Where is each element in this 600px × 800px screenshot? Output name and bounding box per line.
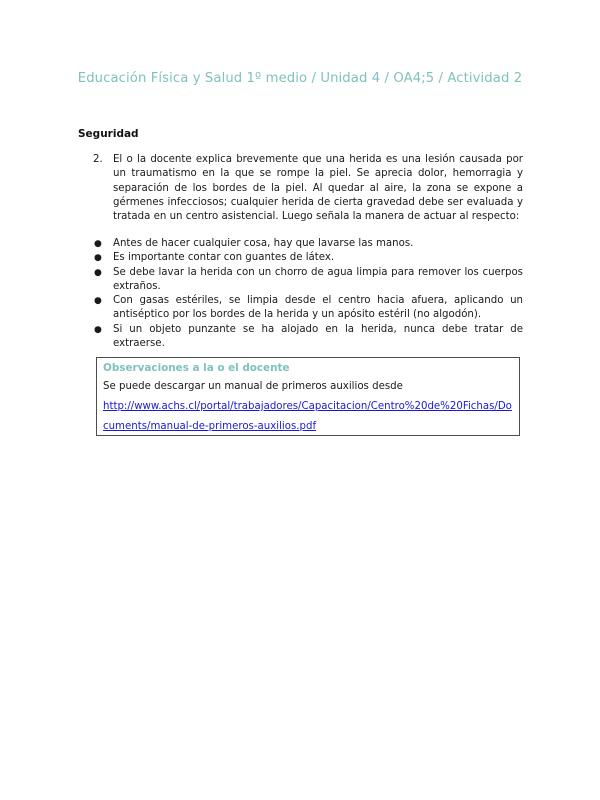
manual-download-link[interactable]: http://www.achs.cl/portal/trabajadores/Capacitacion/Centro%20de%20Fichas/Documents/manual-de-primeros-auxilios.pdf <box>103 401 512 432</box>
bullet-icon: ● <box>94 253 102 264</box>
item-number: 2. <box>93 154 103 165</box>
list-item <box>93 266 523 295</box>
bullet-text: Antes de hacer cualquier cosa, hay que lavarse las manos. <box>113 238 414 249</box>
page-header: Educación Física y Salud 1º medio / Unidad 4 / OA4;5 / Actividad 2 <box>77 71 523 86</box>
observations-box <box>96 357 520 436</box>
bullet-text: Se debe lavar la herida con un chorro de agua limpia para remover los cuerpos extraños. <box>113 266 523 292</box>
bullet-text: Es importante contar con guantes de látex. <box>113 252 335 264</box>
observations-title: Observaciones a la o el docente <box>103 362 290 374</box>
item-text: El o la docente explica brevemente que una herida es una lesión causada por un traumatismo en la que se rompe la piel. Se aprecia dolor, hemorragia y separación de los bordes de la piel. Al quedar al aire, la zona se expone a gérmenes infecciosos; cualquier herida de cierta gravedad debe ser evaluada y tratada en un centro asistencial. Luego señala la manera de actuar al respecto: <box>113 154 523 223</box>
observations-text: Se puede descargar un manual de primeros auxilios desde <box>103 381 403 392</box>
numbered-item <box>93 153 523 224</box>
bullet-icon: ● <box>94 296 102 307</box>
bullet-text: Si un objeto punzante se ha alojado en la herida, nunca debe tratar de extraerse. <box>113 323 523 350</box>
list-item <box>93 323 523 352</box>
list-item <box>93 294 523 323</box>
bullet-list <box>93 237 523 351</box>
list-item <box>93 237 523 251</box>
bullet-text: Con gasas estériles, se limpia desde el centro hacia afuera, aplicando un antiséptico por los bordes de la herida y un apósito estéril (no algodón). <box>113 295 523 321</box>
bullet-icon: ● <box>94 267 102 278</box>
bullet-icon: ● <box>94 324 102 335</box>
bullet-icon: ● <box>94 239 102 249</box>
list-item <box>93 251 523 265</box>
section-title: Seguridad <box>78 128 139 140</box>
